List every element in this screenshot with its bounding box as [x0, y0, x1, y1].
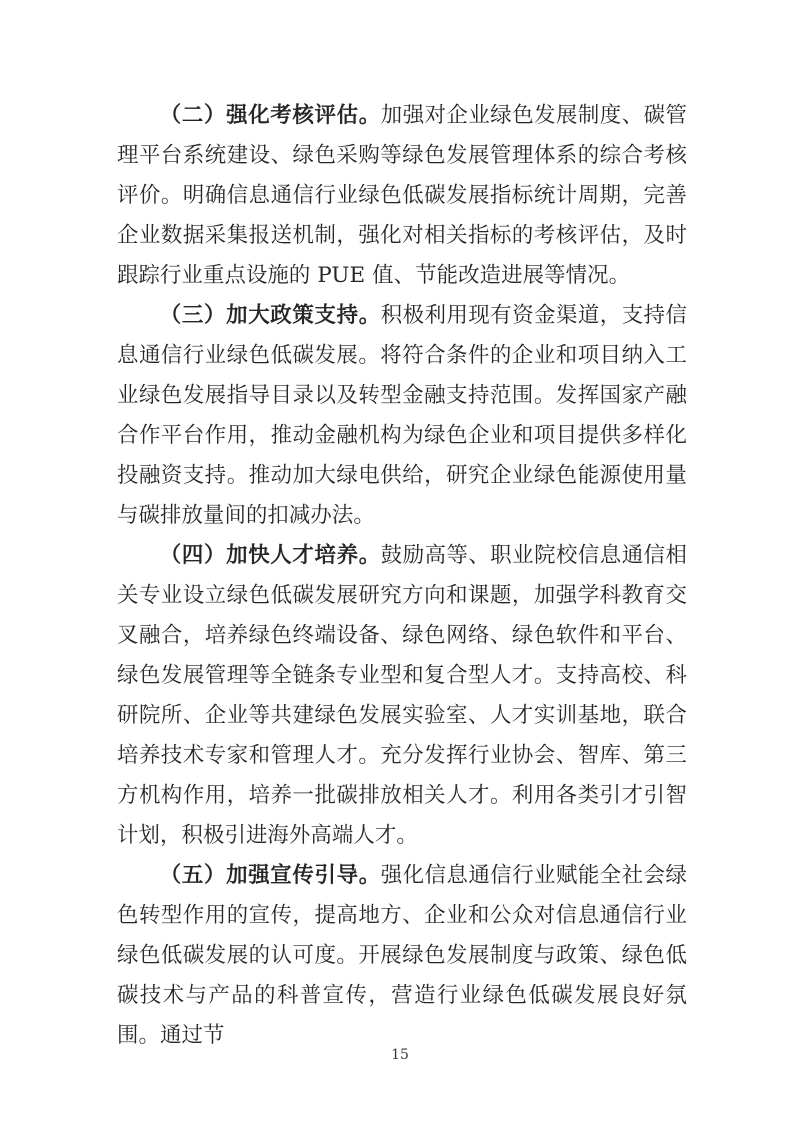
paragraph-section-5 [117, 856, 687, 1056]
section-heading-5: （五）加强宣传引导。 [159, 863, 381, 888]
section-heading-4: （四）加快人才培养。 [159, 543, 381, 568]
page-body-text [117, 96, 687, 1056]
section-body-4: 鼓励高等、职业院校信息通信相关专业设立绿色低碳发展研究方向和课题，加强学科教育交叉融合，培养绿色终端设备、绿色网络、绿色软件和平台、绿色发展管理等全链条专业型和复合型人才。支持高校、科研院所、企业等共建绿色发展实验室、人才实训基地，联合培养技术专家和管理人才。充分发挥行业协会、智库、第三方机构作用，培养一批碳排放相关人才。利用各类引才引智计划，积极引进海外高端人才。 [117, 543, 687, 848]
paragraph-section-2 [117, 96, 687, 296]
section-heading-3: （三）加大政策支持。 [159, 303, 381, 328]
paragraph-section-4 [117, 536, 687, 856]
section-body-5: 强化信息通信行业赋能全社会绿色转型作用的宣传，提高地方、企业和公众对信息通信行业绿色低碳发展的认可度。开展绿色发展制度与政策、绿色低碳技术与产品的科普宣传，营造行业绿色低碳发展良好氛围。通过节 [117, 863, 687, 1048]
section-body-2: 加强对企业绿色发展制度、碳管理平台系统建设、绿色采购等绿色发展管理体系的综合考核评价。明确信息通信行业绿色低碳发展指标统计周期，完善企业数据采集报送机制，强化对相关指标的考核评估，及时跟踪行业重点设施的 PUE 值、节能改造进展等情况。 [117, 103, 687, 288]
paragraph-section-3 [117, 296, 687, 536]
page-number: 15 [391, 1047, 409, 1063]
section-body-3: 积极利用现有资金渠道，支持信息通信行业绿色低碳发展。将符合条件的企业和项目纳入工业绿色发展指导目录以及转型金融支持范围。发挥国家产融合作平台作用，推动金融机构为绿色企业和项目提供多样化投融资支持。推动加大绿电供给，研究企业绿色能源使用量与碳排放量间的扣减办法。 [117, 303, 687, 528]
section-heading-2: （二）强化考核评估。 [159, 103, 381, 128]
